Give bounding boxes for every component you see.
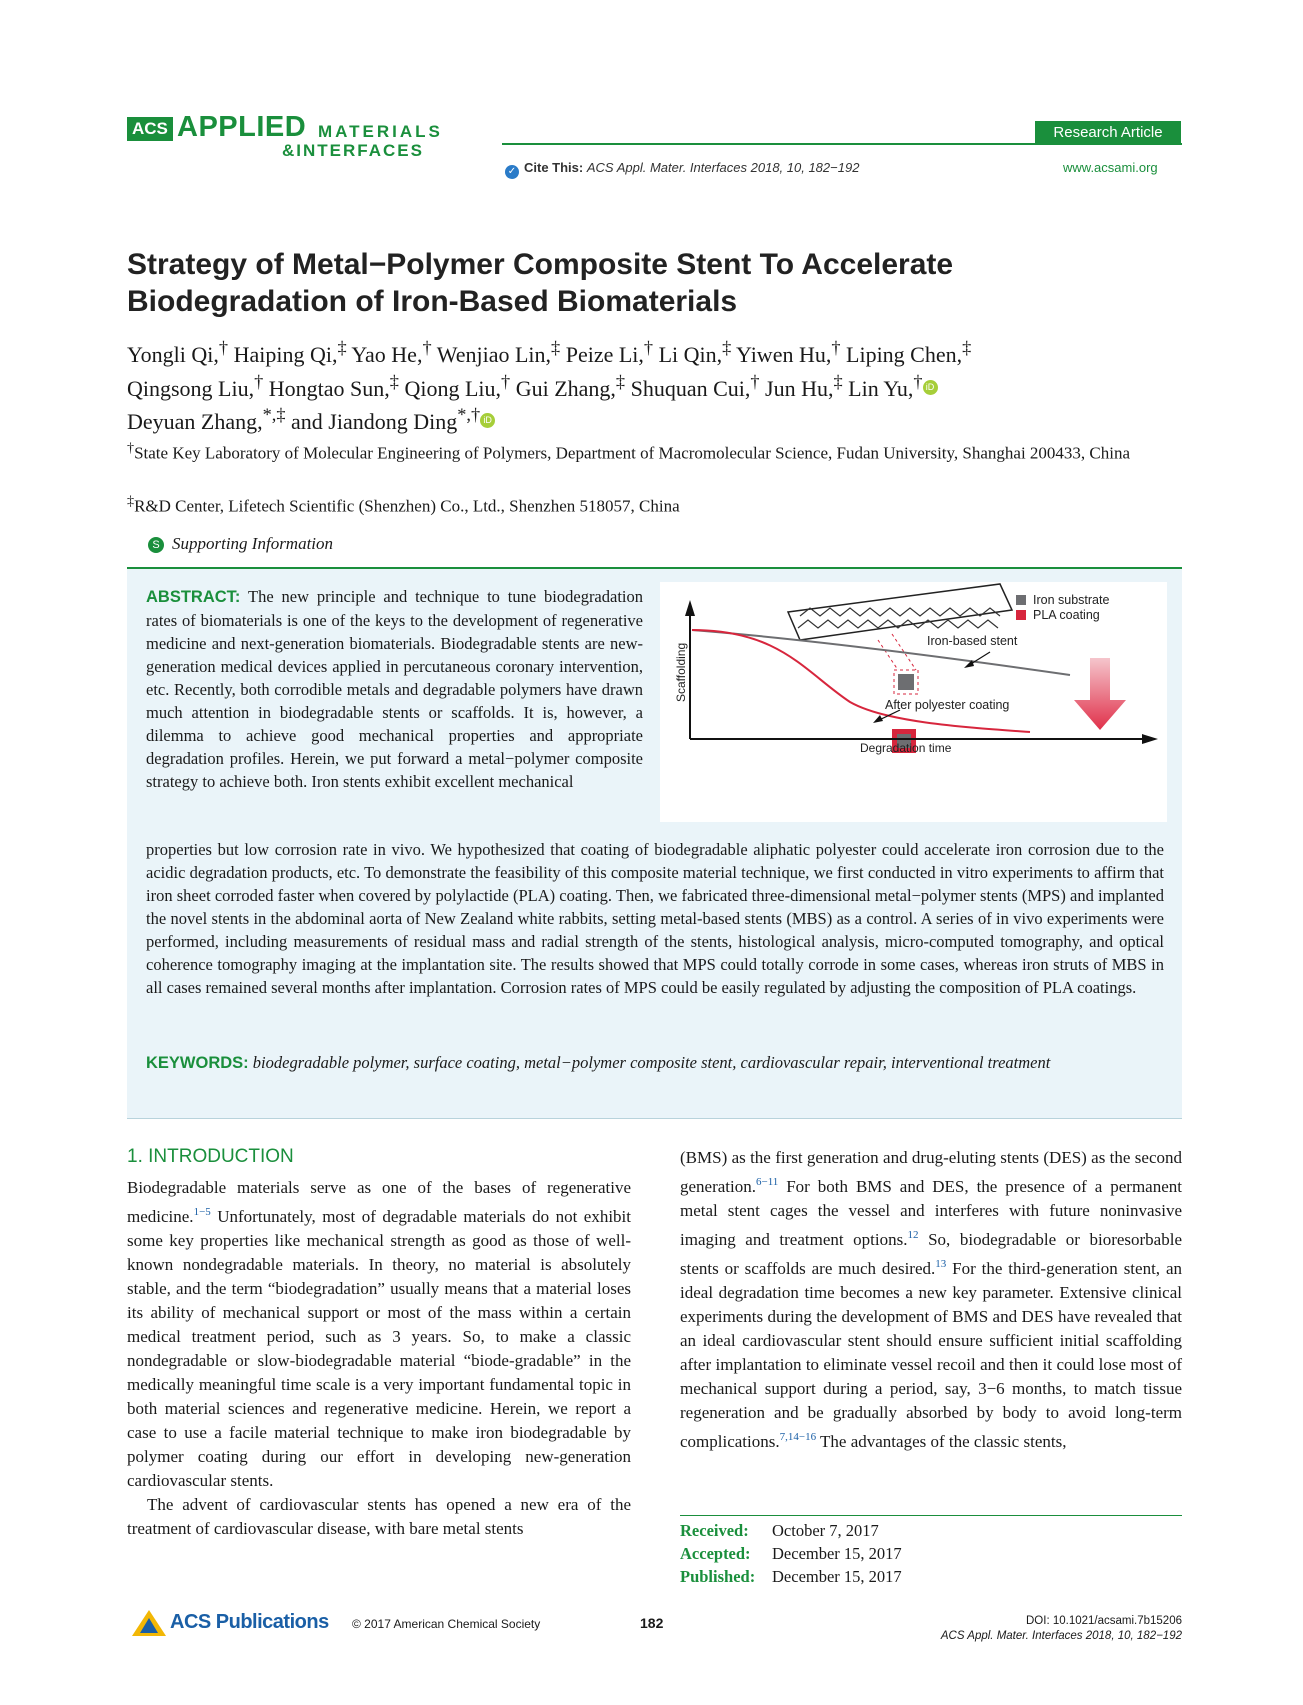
author[interactable]: Qingsong Liu,† bbox=[127, 371, 264, 401]
degradation-arrow bbox=[1074, 658, 1126, 730]
citation-link[interactable]: 1−5 bbox=[193, 1206, 211, 1218]
journal-url-link[interactable]: www.acsami.org bbox=[1063, 160, 1158, 175]
title-line-2: Biodegradation of Iron-Based Biomaterials bbox=[127, 285, 738, 318]
cite-this[interactable] bbox=[505, 160, 859, 179]
x-axis-arrow bbox=[1142, 734, 1158, 744]
legend-pla-text: PLA coating bbox=[1033, 608, 1100, 622]
column-right bbox=[680, 1146, 1182, 1454]
author[interactable]: Yongli Qi,† bbox=[127, 338, 229, 368]
journal-logo-interfaces: &INTERFACES bbox=[282, 141, 424, 160]
paragraph: The advent of cardiovascular stents has opened a new era of the treatment of cardiovascular disease, with bare metal stents bbox=[127, 1495, 631, 1538]
doi-link[interactable]: DOI: 10.1021/acsami.7b15206 bbox=[1026, 1615, 1182, 1627]
citation-link[interactable]: 6−11 bbox=[756, 1176, 779, 1188]
dates-rule bbox=[680, 1515, 1182, 1516]
cite-reference: ACS Appl. Mater. Interfaces 2018, 10, 182−192 bbox=[586, 160, 860, 175]
author[interactable]: Hongtao Sun,‡ bbox=[268, 371, 399, 401]
author[interactable]: Liping Chen,‡ bbox=[846, 338, 972, 368]
y-axis-arrow bbox=[685, 600, 695, 616]
author[interactable]: Shuquan Cui,† bbox=[630, 371, 760, 401]
section-heading-introduction: 1. INTRODUCTION bbox=[127, 1146, 294, 1167]
citation-link[interactable]: 12 bbox=[907, 1229, 919, 1241]
received-date: October 7, 2017 bbox=[772, 1521, 879, 1540]
citation-link[interactable]: 13 bbox=[935, 1258, 947, 1270]
accepted-date: December 15, 2017 bbox=[772, 1544, 902, 1563]
publication-dates bbox=[680, 1519, 902, 1588]
author[interactable]: Peize Li,† bbox=[565, 338, 654, 368]
y-axis-label: Scaffolding bbox=[674, 642, 688, 702]
author[interactable]: Lin Yu,† iD bbox=[848, 376, 937, 401]
acs-logo-box: ACS bbox=[127, 117, 173, 141]
paragraph: (BMS) as the first generation and drug-eluting stents (DES) as the second generation.$^{6-11}$ For both BMS and DES, the presence of a permanent metal stent cages the vessel and interferes with future noninvasive imaging and treatment options.$^{12}$ So, biodegradable or bioresorbable stents or scaffolds are much desired.$^{13}$ For the third-generation stent, an ideal degradation time becomes a new key parameter. Extensive clinical experiments during the development of BMS and DES have revealed that an ideal cardiovascular stent should ensure sufficient initial scaffolding after implantation to eliminate vessel recoil and then it could lose most of mechanical support during a period, say, 3−6 months, to match tissue regeneration and be gradually absorbed by body to avoid long-term complications.$^{7,14-16}$ The advantages of the classic stents, bbox=[680, 1148, 1182, 1451]
abstract-text-2: properties but low corrosion rate in vivo. We hypothesized that coating of biodegradable aliphatic polyester could accelerate iron corrosion due to the acidic degradation products, etc. To demonstrate the feasibility of this composite material technique, we first conducted in vitro experiments to affirm that iron sheet corroded faster when covered by polylactide (PLA) coating. Then, we fabricated three-dimensional metal−polymer stents (MPS) and implanted the novel stents in the abdominal aorta of New Zealand white rabbits, setting metal-based stents (MBS) as a control. A series of in vivo experiments were performed, including measurements of residual mass and radial strength of the stents, histological analysis, micro-computed tomography, and optical coherence tomography imaging at the implantation site. The results showed that MPS could totally corrode in some cases, whereas iron struts of MBS in all cases remained several months after implantation. Corrosion rates of MPS could be easily regulated by adjusting the composition of PLA coatings. bbox=[146, 840, 1164, 997]
toc-graphic bbox=[660, 582, 1167, 822]
title-line-1: Strategy of Metal−Polymer Composite Stent To Accelerate bbox=[127, 248, 954, 281]
publisher-name: ACS Publications bbox=[170, 1611, 329, 1633]
orcid-icon[interactable]: iD bbox=[923, 380, 938, 395]
author[interactable]: Deyuan Zhang,*,‡ bbox=[127, 404, 286, 434]
acs-publications-logo-icon bbox=[130, 1608, 168, 1643]
published-label: Published: bbox=[680, 1567, 756, 1586]
abstract-text-1: ABSTRACT: The new principle and technique to tune biodegradation rates of biomaterials is one of the keys to the development of regenerative medicine and next-generation biomaterials. Biodegradable stents are new-generation medical devices applied in percutaneous coronary intervention, etc. Recently, both corrodible metals and degradable polymers have drawn much attention in biodegradable stents or scaffolds. It is, however, a dilemma to achieve good mechanical properties and appropriate degradation profiles. Herein, we put forward a metal−polymer composite strategy to achieve both. Iron stents exhibit excellent mechanical bbox=[146, 587, 644, 791]
cite-label: Cite This: bbox=[524, 160, 584, 175]
label-iron-stent: Iron-based stent bbox=[927, 634, 1018, 648]
stent-illustration bbox=[788, 584, 1012, 640]
abstract-label: ABSTRACT: bbox=[146, 588, 241, 606]
keywords bbox=[146, 1051, 1164, 1075]
paragraph: Biodegradable materials serve as one of the bases of regenerative medicine.$^{1-5}$ Unfortunately, most of degradable materials do not exhibit some key properties like mechanical strength as good as those of well-known nondegradable materials. In theory, no material is absolutely stable, and the term “biodegradation” usually means that a material loses its ability of mechanical support or most of the mass within a certain medical treatment period, such as 3 years. So, to make a classic nondegradable or slow-biodegradable material “biode-gradable” in the medically meaningful time scale is a very important fundamental topic in both material sciences and regenerative medicine. Herein, we report a case to use a facile material technique to make iron biodegradable by polymer coating during our effort in developing new-generation cardiovascular stents. bbox=[127, 1178, 631, 1490]
author[interactable]: Yiwen Hu,† bbox=[736, 338, 841, 368]
copyright: © 2017 American Chemical Society bbox=[352, 1617, 541, 1631]
author[interactable]: Qiong Liu,† bbox=[404, 371, 511, 401]
author[interactable]: Gui Zhang,‡ bbox=[515, 371, 626, 401]
citation-link[interactable]: 7,14−16 bbox=[779, 1431, 817, 1443]
author[interactable]: Yao He,† bbox=[351, 338, 432, 368]
legend-iron-swatch bbox=[1016, 595, 1026, 605]
article-type-badge: Research Article bbox=[1035, 121, 1181, 145]
legend-iron-text: Iron substrate bbox=[1033, 593, 1110, 607]
doi-block bbox=[940, 1614, 1182, 1644]
author-list bbox=[127, 335, 1107, 435]
article-title bbox=[127, 246, 1127, 320]
keywords-label: KEYWORDS: bbox=[146, 1054, 249, 1072]
author[interactable]: and Jiandong Ding*,† iD bbox=[291, 409, 495, 434]
x-axis-label: Degradation time bbox=[860, 741, 952, 755]
check-icon: ✓ bbox=[505, 165, 519, 179]
iron-substrate-square bbox=[898, 674, 914, 690]
author[interactable]: Jun Hu,‡ bbox=[765, 371, 843, 401]
author[interactable]: Haiping Qi,‡ bbox=[233, 338, 347, 368]
legend-pla-swatch bbox=[1016, 610, 1026, 620]
author[interactable]: Wenjiao Lin,‡ bbox=[436, 338, 561, 368]
received-label: Received: bbox=[680, 1521, 749, 1540]
column-left bbox=[127, 1176, 631, 1541]
label-after-coating: After polyester coating bbox=[885, 698, 1010, 712]
supporting-info-icon: S bbox=[148, 537, 164, 553]
keywords-list: biodegradable polymer, surface coating, metal−polymer composite stent, cardiovascular repair, interventional treatment bbox=[252, 1053, 1051, 1072]
orcid-icon[interactable]: iD bbox=[480, 413, 495, 428]
journal-logo-materials: MATERIALS bbox=[318, 122, 443, 141]
accepted-label: Accepted: bbox=[680, 1544, 751, 1563]
journal-citation: ACS Appl. Mater. Interfaces 2018, 10, 182−192 bbox=[940, 1630, 1182, 1642]
supporting-information-link[interactable]: S Supporting Information bbox=[148, 534, 333, 554]
toc-graphic-svg bbox=[660, 582, 1167, 822]
affiliation-2: ‡R&D Center, Lifetech Scientific (Shenzhen) Co., Ltd., Shenzhen 518057, China bbox=[127, 493, 680, 516]
page-number: 182 bbox=[640, 1615, 664, 1631]
published-date: December 15, 2017 bbox=[772, 1567, 902, 1586]
author[interactable]: Li Qin,‡ bbox=[658, 338, 732, 368]
journal-logo-applied: APPLIED bbox=[177, 111, 307, 143]
affiliation-1: †State Key Laboratory of Molecular Engineering of Polymers, Department of Macromolecular Science, Fudan University, Shanghai 200433, China bbox=[127, 440, 1131, 463]
